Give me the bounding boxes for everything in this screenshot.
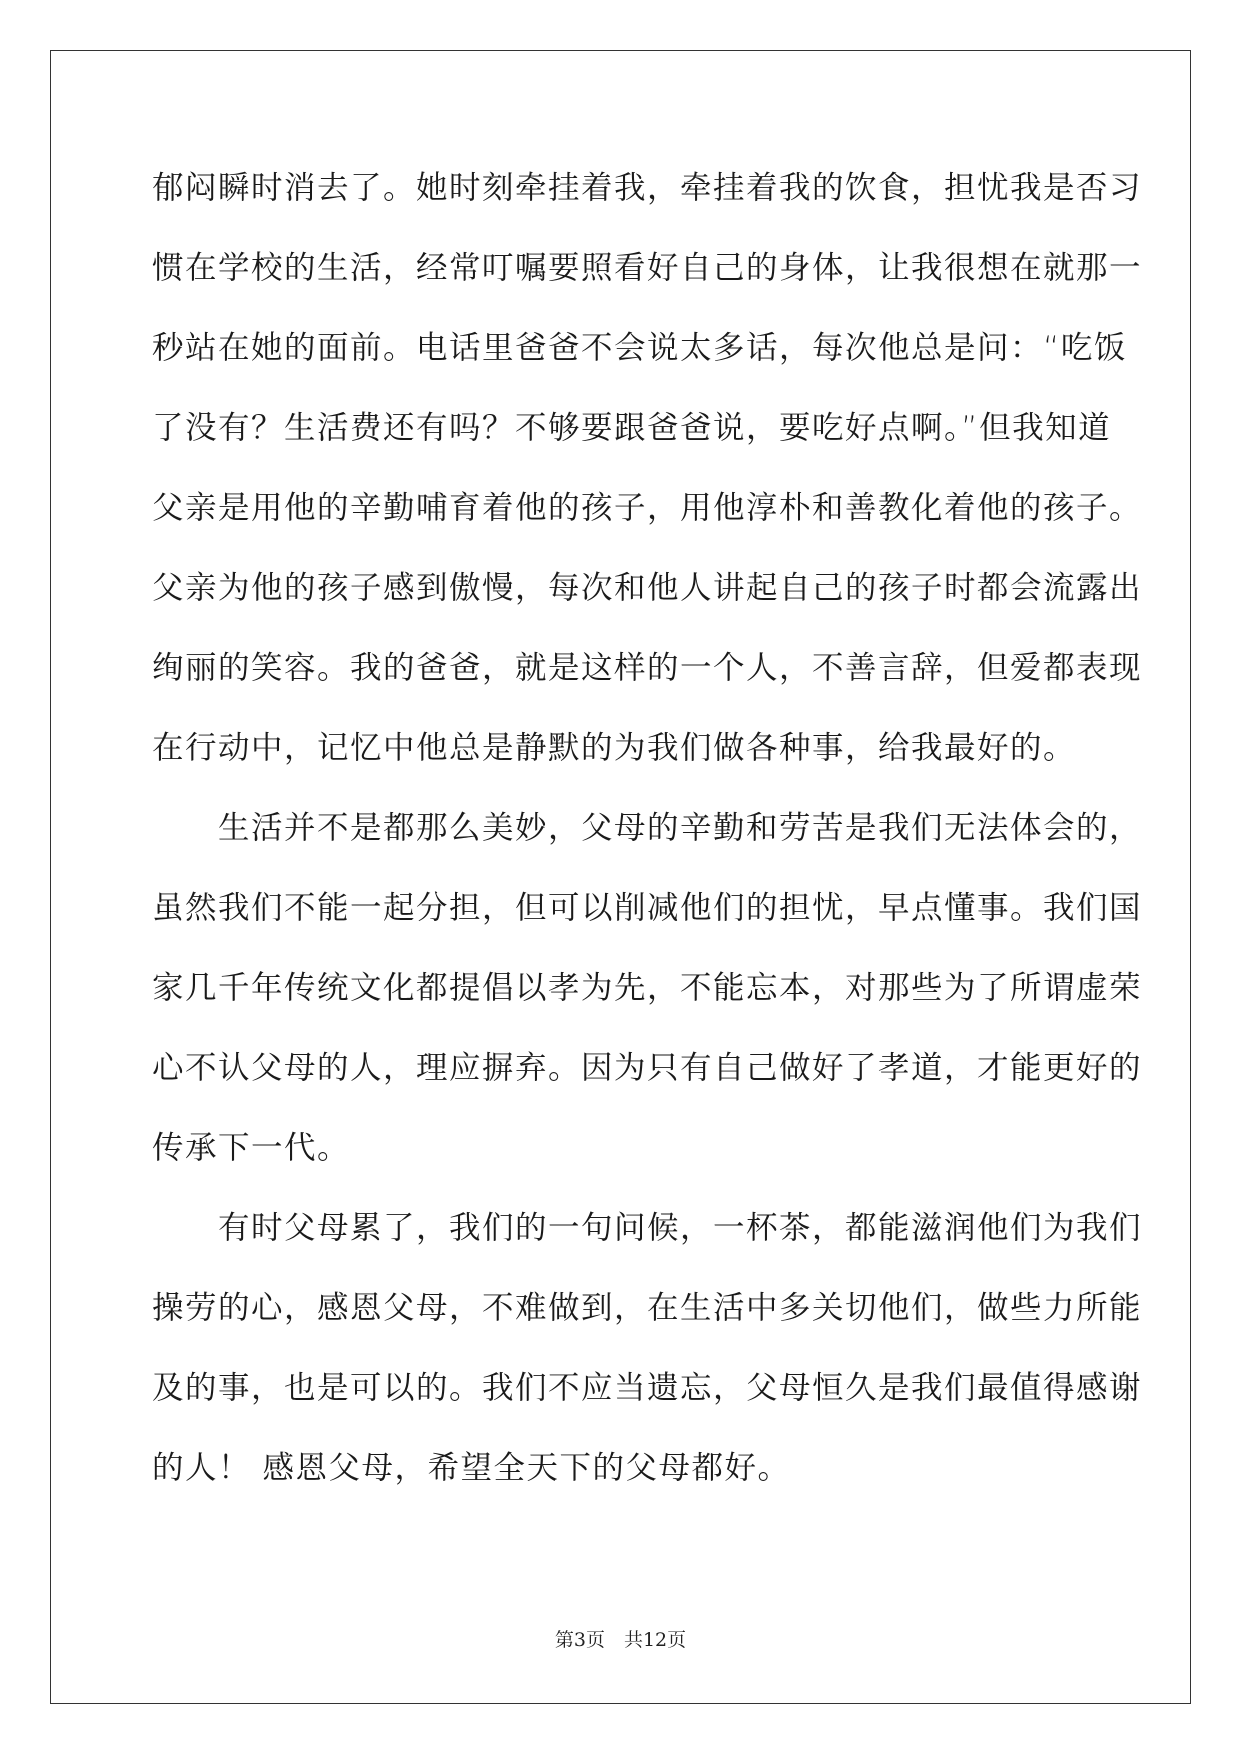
- text-line: 生活并不是都那么美妙，父母的辛勤和劳苦是我们无法体会的，: [152, 810, 1143, 846]
- text-line: 惯在学校的生活，经常叮嘱要照看好自己的身体，让我很想在就那一: [152, 250, 1143, 286]
- text-line: 及的事，也是可以的。我们不应当遗忘，父母恒久是我们最值得感谢: [152, 1370, 1143, 1406]
- text-line: 父亲是用他的辛勤哺育着他的孩子，用他淳朴和善教化着他的孩子。: [152, 490, 1143, 526]
- text-line: 的人！ 感恩父母，希望全天下的父母都好。: [152, 1450, 791, 1486]
- text-line: 心不认父母的人，理应摒弃。因为只有自己做好了孝道，才能更好的: [152, 1050, 1143, 1086]
- text-line: 有时父母累了，我们的一句问候，一杯茶，都能滋润他们为我们: [152, 1210, 1143, 1246]
- text-line: 操劳的心，感恩父母，不难做到，在生活中多关切他们，做些力所能: [152, 1290, 1143, 1326]
- text-line: 了没有？生活费还有吗？不够要跟爸爸说，要吃好点啊。”但我知道: [152, 410, 1112, 446]
- text-line: 传承下一代。: [152, 1130, 351, 1166]
- text-line: 父亲为他的孩子感到傲慢，每次和他人讲起自己的孩子时都会流露出: [152, 570, 1143, 606]
- text-line: 郁闷瞬时消去了。她时刻牵挂着我，牵挂着我的饮食，担忧我是否习: [152, 170, 1143, 206]
- text-line: 绚丽的笑容。我的爸爸，就是这样的一个人，不善言辞，但爱都表现: [152, 650, 1143, 686]
- document-body: [152, 156, 1143, 1516]
- text-line: 家几千年传统文化都提倡以孝为先，不能忘本，对那些为了所谓虚荣: [152, 970, 1143, 1006]
- text-line: 虽然我们不能一起分担，但可以削减他们的担忧，早点懂事。我们国: [152, 890, 1143, 926]
- page-footer: [0, 1625, 1241, 1652]
- text-line: 秒站在她的面前。电话里爸爸不会说太多话，每次他总是问：“吃饭: [152, 330, 1127, 366]
- page-number: 第3页 共12页: [554, 1629, 687, 1651]
- text-line: 在行动中，记忆中他总是静默的为我们做各种事，给我最好的。: [152, 730, 1077, 766]
